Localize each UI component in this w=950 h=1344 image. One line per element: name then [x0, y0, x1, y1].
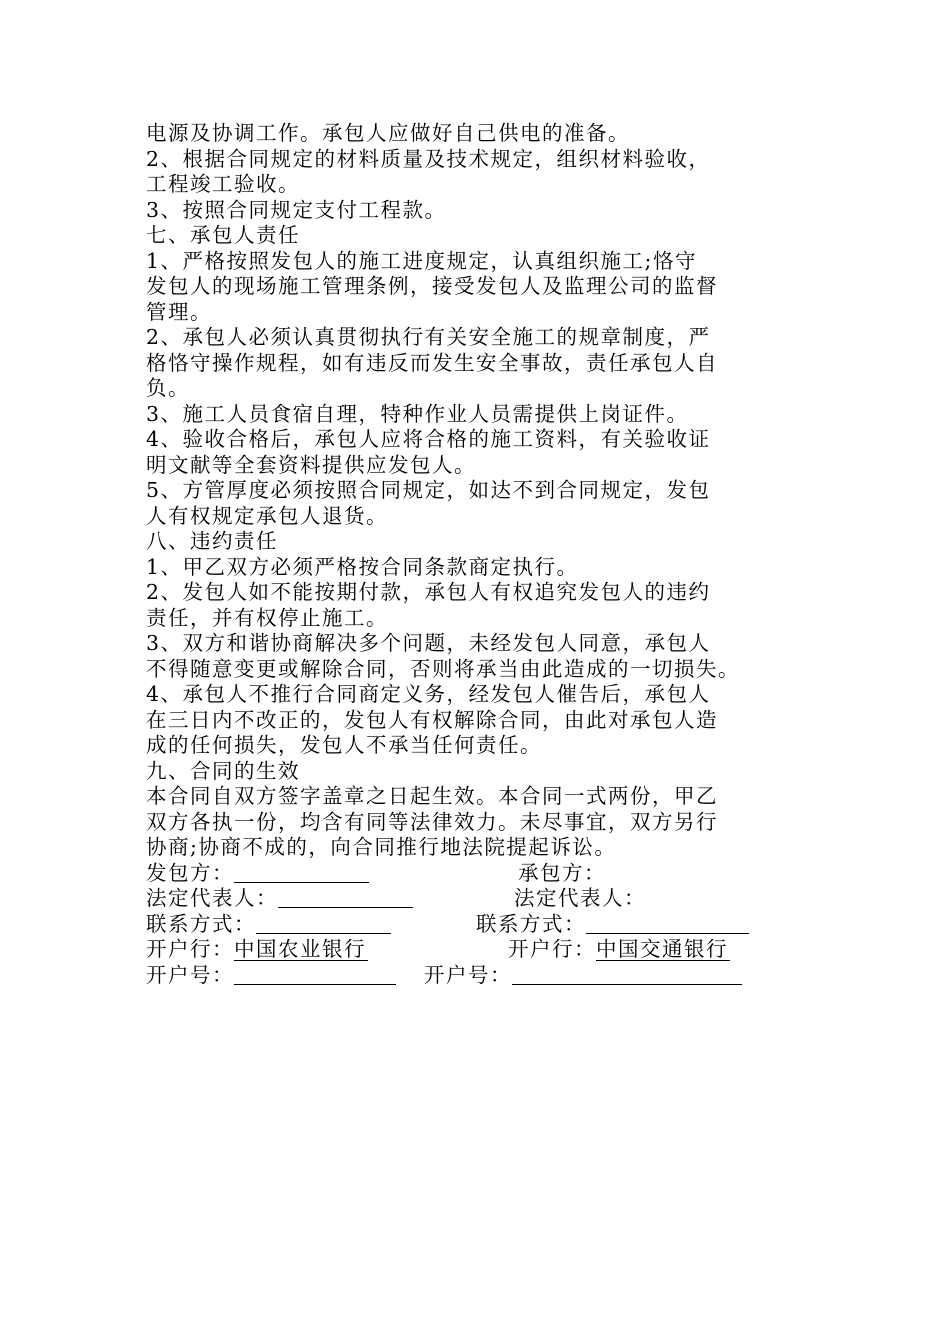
text-line: 不得随意变更或解除合同，否则将承当由此造成的一切损失。: [146, 656, 740, 681]
text-line: 1、甲乙双方必须严格按合同条款商定执行。: [146, 554, 579, 579]
section-heading: 八、违约责任: [146, 529, 278, 553]
signature-row-party: [146, 861, 816, 887]
employer-label: 发包方：: [146, 860, 234, 885]
text-line: 人有权规定承包人退货。: [146, 503, 388, 528]
contractor-account-label: 开户号：: [424, 962, 512, 987]
contractor-contact: [476, 912, 749, 938]
signature-row-account: [146, 963, 816, 989]
contractor-contact-blank: [586, 913, 749, 934]
employer-blank: [234, 862, 369, 883]
contractor-rep-label: 法定代表人：: [514, 886, 646, 910]
employer-rep-label: 法定代表人：: [146, 886, 278, 910]
text-line: 3、按照合同规定支付工程款。: [146, 197, 447, 222]
contractor-account: [424, 963, 742, 989]
text-line: 2、根据合同规定的材料质量及技术规定，组织材料验收，: [146, 146, 711, 171]
section-heading: 七、承包人责任: [146, 223, 300, 247]
text-line: 4、验收合格后，承包人应将合格的施工资料，有关验收证: [146, 427, 711, 451]
employer-party: [146, 861, 369, 887]
employer-account-blank: [234, 964, 396, 985]
signature-block: [146, 861, 816, 989]
text-line: 本合同自双方签字盖章之日起生效。本合同一式两份，甲乙: [146, 784, 718, 808]
contractor-contact-label: 联系方式：: [476, 911, 586, 936]
signature-row-bank: [146, 937, 816, 963]
signature-row-representative: [146, 886, 816, 912]
contractor-bank-value: 中国交通银行: [596, 937, 728, 961]
text-line: 在三日内不改正的，发包人有权解除合同，由此对承包人造: [146, 707, 718, 732]
employer-contact-blank: [256, 913, 391, 934]
employer-bank: [146, 937, 368, 963]
text-line: 2、发包人如不能按期付款，承包人有权追究发包人的违约: [146, 580, 711, 604]
text-line: 3、施工人员食宿自理，特种作业人员需提供上岗证件。: [146, 401, 689, 426]
employer-rep-blank: [278, 887, 413, 908]
contractor-party: [518, 861, 606, 887]
text-line: 责任，并有权停止施工。: [146, 605, 388, 630]
text-line: 负。: [146, 376, 190, 400]
text-line: 3、双方和谐协商解决多个问题，未经发包人同意，承包人: [146, 631, 711, 655]
text-line: 5、方管厚度必须按照合同规定，如达不到合同规定，发包: [146, 478, 711, 502]
employer-account-label: 开户号：: [146, 962, 234, 987]
text-line: 管理。: [146, 299, 212, 324]
contract-document: [146, 121, 816, 988]
text-line: 成的任何损失，发包人不承当任何责任。: [146, 733, 542, 757]
text-line: 双方各执一份，均含有同等法律效力。未尽事宜，双方另行: [146, 809, 718, 834]
contract-body: [146, 121, 816, 861]
contractor-bank-label: 开户行：: [508, 937, 596, 961]
text-line: 发包人的现场施工管理条例，接受发包人及监理公司的监督: [146, 274, 718, 298]
text-line: 工程竣工验收。: [146, 172, 300, 196]
section-heading: 九、合同的生效: [146, 758, 300, 783]
text-line: 明文献等全套资料提供应发包人。: [146, 452, 476, 477]
signature-row-contact: [146, 912, 816, 938]
text-line: 协商;协商不成的，向合同推行地法院提起诉讼。: [146, 835, 617, 859]
employer-representative: [146, 886, 413, 912]
employer-account: [146, 963, 396, 989]
employer-contact-label: 联系方式：: [146, 911, 256, 936]
text-line: 4、承包人不推行合同商定义务，经发包人催告后，承包人: [146, 682, 711, 706]
contractor-label: 承包方：: [518, 860, 606, 885]
contractor-bank: [508, 937, 730, 963]
employer-bank-value: 中国农业银行: [234, 937, 366, 961]
contractor-account-blank: [512, 964, 742, 985]
text-line: 格恪守操作规程，如有违反而发生安全事故，责任承包人自: [146, 350, 718, 375]
employer-contact: [146, 912, 391, 938]
text-line: 电源及协调工作。承包人应做好自己供电的准备。: [146, 121, 630, 145]
employer-bank-label: 开户行：: [146, 937, 234, 961]
text-line: 2、承包人必须认真贯彻执行有关安全施工的规章制度，严: [146, 325, 711, 349]
text-line: 1、严格按照发包人的施工进度规定，认真组织施工;恪守: [146, 248, 697, 273]
contractor-representative: [514, 886, 646, 912]
